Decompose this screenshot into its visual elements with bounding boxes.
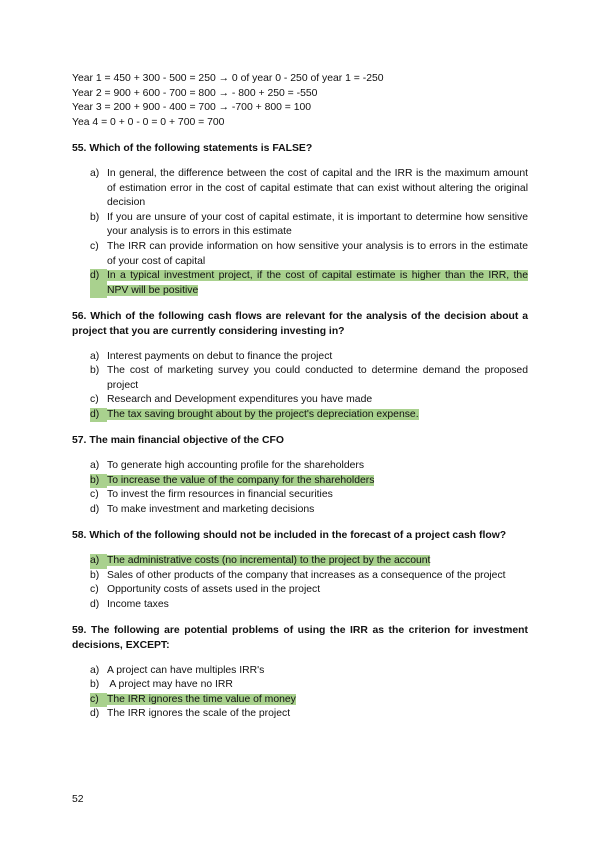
option-label: c) [90, 693, 107, 708]
option-text [107, 474, 528, 489]
calc-line: Year 2 = 900 + 600 - 700 = 800 → - 800 + 250 = -550 [72, 87, 318, 99]
option-label: c) [90, 489, 99, 501]
option-text: Interest payments on debut to finance the project [107, 350, 333, 362]
option-item-highlighted [90, 693, 528, 708]
option-text: In general, the difference between the cost of capital and the IRR is the maximum amount of estimation error in the cost of capital estimate that can exist without altering the original decision [107, 167, 528, 209]
option-item [90, 583, 528, 598]
page-number: 52 [72, 794, 84, 805]
option-label: b) [90, 365, 100, 377]
option-label: c) [90, 394, 99, 406]
option-label: b) [90, 679, 100, 691]
option-label: a) [90, 664, 100, 676]
option-label: d) [90, 708, 100, 720]
calc-line: Yea 4 = 0 + 0 - 0 = 0 + 700 = 700 [72, 116, 225, 128]
option-label: a) [90, 460, 100, 472]
option-text: To generate high accounting profile for the shareholders [107, 460, 365, 472]
question-title: 58. Which of the following should not be included in the forecast of a project cash flow? [72, 530, 507, 542]
option-label: d) [90, 269, 107, 298]
option-label: d) [90, 598, 100, 610]
option-list [90, 167, 528, 298]
option-text: A project can have multiples IRR's [107, 664, 265, 676]
calc-line: Year 1 = 450 + 300 - 500 = 250 → 0 of year 0 - 250 of year 1 = -250 [72, 73, 384, 84]
option-item-highlighted [90, 554, 528, 569]
answer-highlight: The IRR ignores the time value of money [107, 693, 296, 705]
option-item-highlighted [90, 408, 528, 423]
option-label: b) [90, 569, 100, 581]
option-item [90, 211, 528, 240]
option-text: If you are unsure of your cost of capital estimate, it is important to determine how sensitive your analysis is to errors in this estimate [107, 211, 528, 238]
option-label: d) [90, 408, 107, 423]
option-list [90, 554, 528, 612]
option-label: c) [90, 240, 99, 252]
option-item [90, 569, 528, 584]
option-text: To make investment and marketing decisions [107, 503, 315, 515]
option-item [90, 598, 528, 613]
option-list [90, 664, 528, 722]
option-item [90, 664, 528, 679]
calculation-block [72, 72, 528, 130]
option-text [107, 408, 528, 423]
option-text [107, 269, 528, 298]
option-label: a) [90, 350, 100, 362]
option-item-highlighted [90, 269, 528, 298]
option-item [90, 488, 528, 503]
question-title: 59. The following are potential problems of using the IRR as the criterion for investment decisions, EXCEPT: [72, 625, 528, 651]
document-page [72, 72, 528, 722]
answer-highlight: To increase the value of the company for the shareholders [107, 474, 375, 486]
option-text: Opportunity costs of assets used in the project [107, 584, 321, 596]
option-item [90, 240, 528, 269]
option-list [90, 459, 528, 517]
option-text: Research and Development expenditures you have made [107, 394, 373, 406]
option-label: b) [90, 211, 100, 223]
option-text: To invest the firm resources in financial securities [107, 489, 333, 501]
option-item [90, 503, 528, 518]
question-title: 56. Which of the following cash flows are relevant for the analysis of the decision about a project that you are currently considering investing in? [72, 311, 528, 337]
option-label: d) [90, 503, 100, 515]
option-item [90, 707, 528, 722]
option-label: a) [90, 167, 100, 179]
option-text: The IRR ignores the scale of the project [107, 708, 291, 720]
option-text: Income taxes [107, 598, 169, 610]
option-item [90, 364, 528, 393]
answer-highlight: In a typical investment project, if the cost of capital estimate is higher than the IRR, the NPV will be positive [107, 270, 528, 296]
option-text [107, 554, 528, 569]
option-item-highlighted [90, 474, 528, 489]
answer-highlight: The tax saving brought about by the project's depreciation expense. [107, 408, 419, 420]
calc-line: Year 3 = 200 + 900 - 400 = 700 → -700 + 800 = 100 [72, 102, 312, 114]
option-text: The IRR can provide information on how sensitive your analysis is to errors in the estimate of your cost of capital [107, 240, 528, 267]
option-text: Sales of other products of the company that increases as a consequence of the project [107, 569, 506, 581]
option-item [90, 678, 528, 693]
option-item [90, 459, 528, 474]
option-item [90, 167, 528, 211]
option-list [90, 350, 528, 423]
option-item [90, 350, 528, 365]
question-title: 57. The main financial objective of the CFO [72, 435, 284, 447]
option-text: A project may have no IRR [107, 679, 233, 691]
answer-highlight: The administrative costs (no incremental) to the project by the account [107, 555, 431, 567]
question-title: 55. Which of the following statements is FALSE? [72, 143, 313, 155]
option-label: c) [90, 584, 99, 596]
option-label: a) [90, 554, 107, 569]
option-text: The cost of marketing survey you could conducted to determine demand the proposed project [107, 365, 528, 391]
option-label: b) [90, 474, 107, 489]
option-text [107, 693, 528, 708]
option-item [90, 393, 528, 408]
